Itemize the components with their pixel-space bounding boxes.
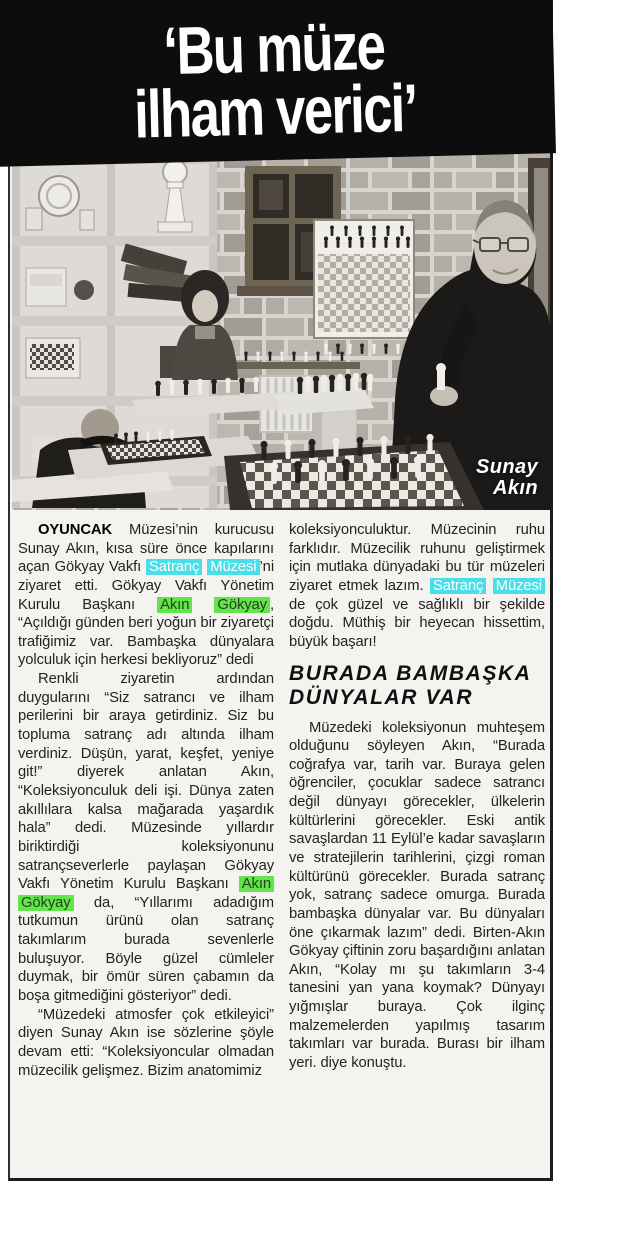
article-paragraph — [289, 719, 545, 1073]
headline-line-2: ilham verici’ — [132, 70, 417, 153]
text-segment — [192, 597, 214, 613]
caption-line-2: Akın — [493, 477, 538, 500]
text-segment: ’ni ziyaret etti. Gökyay Vakfı Yönetim Kurulu Başkanı — [18, 559, 275, 613]
highlight-green: Gökyay — [214, 597, 270, 613]
text-segment: de çok güzel ve sağlıklı bir şekilde doğdu. Müthiş bir heyecan hissettim, büyük başarı! — [289, 596, 545, 650]
article-paragraph — [18, 1006, 274, 1081]
article-paragraph — [289, 521, 545, 651]
article-box — [8, 0, 553, 1181]
text-segment: koleksiyonculuktur. Müzecinin ruhu farklıdır. Müzecilik ruhunu geliştirmek için mutlaka dünyadaki bu tür müzeleri ziyaret etmek lazım. — [289, 522, 545, 594]
section-subheading: BURADA BAMBAŞKA DÜNYALAR VAR — [289, 662, 531, 709]
headline-line-1: ‘Bu müze — [162, 7, 385, 89]
text-segment — [486, 578, 492, 594]
photo-caption — [476, 457, 538, 500]
highlight-green: Akın — [239, 876, 274, 892]
text-segment: Müzesi’nin kurucusu Sunay Akın, kısa süre önce kapılarını açan Gökyay Vakfı — [18, 522, 274, 576]
text-segment: Renkli ziyaretin ardından duygularını “Siz satrancı ve ilham perilerini bir araya getirdiniz. Siz bu topluma satranç adı altında ilham verdiniz. Düşün, yarat, keşfet, yeniye git!” diyerek anlatan Akın, “Koleksiyonculuk deli işi. Dünya zaten akıllılara kalsa mağarada yaşardık hala” dedi. Müzesinde yıllardır biriktirdiği koleksiyonunu satrançseverlerle paylaşan Gökyay Vakfı Yönetim Kurulu Başkanı — [18, 671, 274, 893]
text-segment: da, “Yıllarımı adadığım tutkumun ürünü olan satranç takımlarım burada sevenlerle buluşuyor. Böyle güzel cümleler duymak, bir ömür süren çabamın da boşa gitmediğini gösteriyor” dedi. — [18, 894, 274, 1005]
article-column-left — [18, 521, 274, 1170]
text-segment: “Müzedeki atmosfer çok etkileyici” diyen Sunay Akın ise sözlerine şöyle devam etti: “Koleksiyoncular olmadan müzecilik gelişmez. Bizim anatomimiz — [18, 1006, 274, 1079]
article-column-right — [289, 521, 545, 1170]
highlight-cyan: Müzesi — [493, 578, 545, 594]
lead-word: OYUNCAK — [38, 522, 113, 538]
article-paragraph — [18, 670, 274, 1006]
glasses-icon — [473, 238, 528, 251]
photo-wall-chessboard — [314, 220, 414, 354]
text-segment: , “Açıldığı günden beri yoğun bir ziyaretçi trafiğimiz var. Bambaşka dünyalara yolculuk için herkesi bekliyoruz” dedi — [18, 596, 275, 669]
highlight-green: Akın — [157, 597, 192, 613]
photo-image — [12, 148, 552, 510]
highlight-cyan: Satranç — [430, 578, 486, 594]
headline-banner — [0, 0, 556, 167]
caption-line-1: Sunay — [475, 455, 538, 478]
highlight-cyan: Satranç — [146, 559, 202, 575]
article-columns — [18, 521, 545, 1170]
text-segment: Müzedeki koleksiyonun muhteşem olduğunu söyleyen Akın, “Burada coğrafya var, tarih var. Buraya gelen öğrenciler, çocuklar sadece satrancı değil dünyayı görecekler, ülkelerin kültürlerini görecekler. Eski antik savaşlardan 11 Eylül’e kadar savaşların ve stratejilerin tarihlerini, çizgi roman kültürünü görecekler. Burada satranç yok, satranç sadece omurga. Burada bambaşka dünyalar var. Bu dünyaları öne çıkarmak lazım” dedi. Birten-Akın Gökyay çiftinin zoru başardığını anlatan Akın, “Kolay mı şu takımların 3-4 tanesini yan yana koymak? Dünyayı yığmışlar buraya. Çok ilginç malzemelerden yapılmış tasarım takımları var burada. Burası bir ilham yeri. diye konuştu. — [289, 719, 545, 1072]
highlight-green: Gökyay — [18, 895, 74, 911]
article-paragraph — [18, 521, 274, 670]
article-photo — [12, 148, 552, 510]
highlight-cyan: Müzesi — [207, 559, 259, 575]
headline — [131, 5, 417, 153]
